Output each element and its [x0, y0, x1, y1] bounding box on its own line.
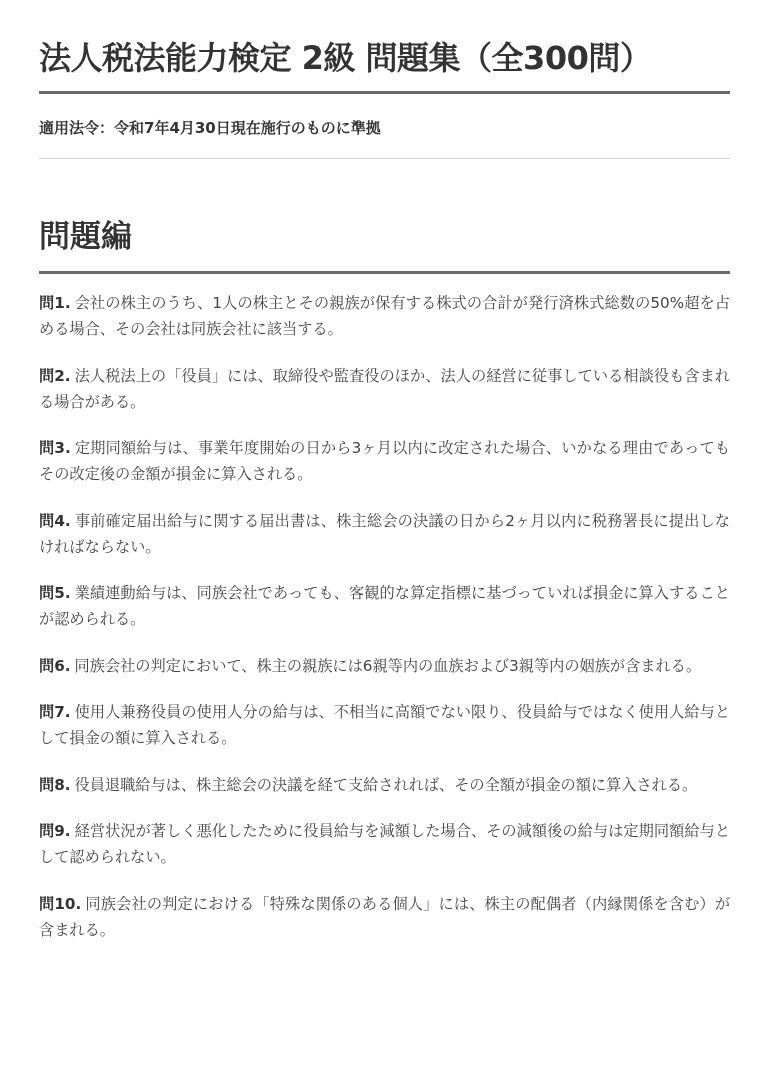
question-list: [39, 274, 730, 943]
question-number: 問3.: [39, 439, 71, 457]
question-item-3: [39, 435, 730, 487]
question-text: 会社の株主のうち、1人の株主とその親族が保有する株式の合計が発行済株式総数の50%超を占める場合、その会社は同族会社に該当する。: [39, 294, 731, 338]
question-text: 経営状況が著しく悪化したために役員給与を減額した場合、その減額後の給与は定期同額給与として認められない。: [39, 822, 731, 866]
question-number: 問10.: [39, 894, 82, 913]
question-number: 問4.: [39, 511, 71, 530]
question-text: 業績連動給与は、同族会社であっても、客観的な算定指標に基づっていれば損金に算入することが認められる。: [39, 584, 730, 628]
question-item-7: [39, 699, 730, 751]
question-item-10: [39, 891, 730, 943]
question-item-5: [39, 580, 730, 632]
question-item-1: [39, 290, 730, 342]
page-title: 法人税法能力検定 2級 問題集（全300問）: [39, 39, 652, 77]
question-item-6: [39, 653, 730, 679]
question-item-8: [39, 772, 730, 798]
question-item-4: [39, 508, 730, 560]
question-text: 使用人兼務役員の使用人分の給与は、不相当に高額でない限り、役員給与ではなく使用人給与として損金の額に算入される。: [39, 703, 731, 747]
question-number: 問8.: [39, 775, 71, 794]
question-number: 問2.: [39, 366, 71, 385]
question-text: 同族会社の判定における「特殊な関係のある個人」には、株主の配偶者（内縁関係を含む）が含まれる。: [39, 894, 731, 939]
section-heading: 問題編: [39, 219, 132, 255]
question-item-9: [39, 818, 730, 870]
question-text: 定期同額給与は、事業年度開始の日から3ヶ月以内に改定された場合、いかなる理由であってもその改定後の金額が損金に算入される。: [39, 439, 730, 483]
question-number: 問6.: [39, 656, 71, 675]
applicable-law-note: 適用法令：令和7年4月30日現在施行のものに準拠: [39, 119, 381, 137]
question-number: 問9.: [39, 822, 71, 840]
question-text: 事前確定届出給与に関する届出書は、株主総会の決議の日から2ヶ月以内に税務署長に提出しなければならない。: [39, 511, 730, 556]
question-number: 問1.: [39, 294, 71, 312]
question-text: 同族会社の判定において、株主の親族には6親等内の血族および3親等内の姻族が含まれる。: [74, 656, 702, 675]
question-number: 問5.: [39, 584, 71, 602]
question-item-2: [39, 363, 730, 415]
question-number: 問7.: [39, 703, 71, 721]
question-text: 役員退職給与は、株主総会の決議を経て支給されれば、その全額が損金の額に算入される。: [74, 775, 698, 794]
question-text: 法人税法上の「役員」には、取締役や監査役のほか、法人の経営に従事している相談役も含まれる場合がある。: [39, 366, 731, 411]
